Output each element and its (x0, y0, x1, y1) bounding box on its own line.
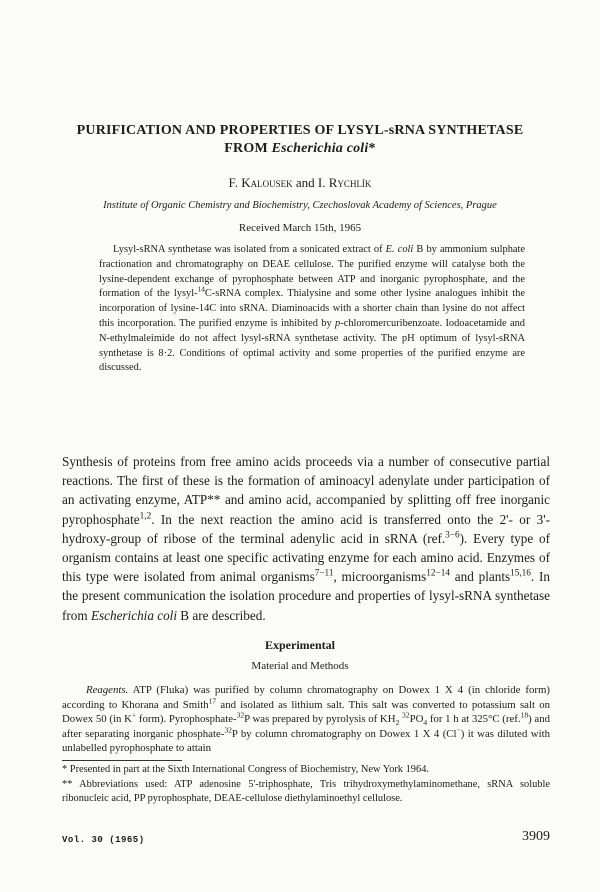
abstract-text-1: Lysyl-sRNA synthetase was isolated from a sonicated extract of (113, 244, 386, 255)
abstract-text-2: B by ammonium sulphate fractionation and chromatography on DEAE cellulose. The purified enzyme will catalyse both the lysine-dependent exchange of pyrophosphate between ATP and inorganic pyrophosphate, and the formation of the lysyl- (99, 244, 526, 300)
reagents-text-2: and isolated as lithium salt. This salt was converted to potassium salt on Dowex 50 (in K (62, 698, 551, 726)
intro-text-6: . In the present communication the isolation procedure and properties of lysyl-sRNA synthetase from (62, 569, 550, 623)
reagents-isotope-b: 32 (402, 710, 410, 720)
author-1-initial: F. (228, 175, 242, 190)
abstract (99, 243, 525, 376)
reagents-text-8: ) and after separating inorganic phosphate- (62, 713, 550, 740)
journal-volume: Vol. 30 (1965) (62, 835, 145, 845)
section-heading: Experimental (265, 638, 335, 652)
abstract-text-4: -chloromercuribenzoate. Iodoacetamide and N-ethylmaleimide do not affect lysyl-sRNA synthetase activity. The pH optimum of lysyl-sRNA synthetase is 8·2. Conditions of optimal activity and some properties of the purified enzyme are discussed. (99, 317, 525, 374)
ref-sup-2: 3−6 (445, 529, 460, 540)
abstract-organism: E. coli (385, 244, 414, 255)
reagents-sub-2: 2 (395, 718, 400, 728)
ref-sup-4: 12−14 (426, 567, 450, 578)
reagents-ref-1: 17 (208, 696, 217, 705)
page-number: 3909 (522, 829, 550, 844)
introduction-paragraph (62, 452, 550, 625)
intro-organism: Escherichia coli (90, 607, 177, 623)
abstract-text-3: C-sRNA complex. Thialysine and some other lysine analogues inhibit the incorporation of lysine-14C into sRNA. Diaminoacids with a shorter chain than lysine do not affect this incorporation. The purified enzyme is inhibited by (99, 288, 525, 329)
received-date: Received March 15th, 1965 (238, 222, 362, 234)
authors (40, 175, 560, 191)
intro-text-5: and plants (449, 569, 511, 585)
reagents-lead: Reagents. (86, 684, 129, 696)
author-2-initial: I. (317, 175, 329, 190)
reagents-text-7: for 1 h at 325°C (ref. (427, 713, 521, 726)
authors-conjunction: and (292, 175, 318, 190)
affiliation: Institute of Organic Chemistry and Biochemistry, Czechoslovak Academy of Sciences, Prague (103, 200, 497, 211)
reagents-text-3: form). Pyrophosphate- (136, 713, 237, 726)
reagents-charge-minus: − (456, 725, 461, 735)
reagents-text-9: P by column chromatography on Dowex 1 X 4 (Cl (231, 727, 457, 740)
ref-sup-3: 7−11 (314, 567, 334, 578)
reagents-paragraph (62, 683, 550, 756)
intro-text-7: B are described. (177, 607, 266, 623)
reagents-sub-4: 4 (423, 718, 428, 728)
footnote-2: ** Abbreviations used: ATP adenosine 5'-triphosphate, Tris trihydroxymethylaminomethane, sRNA soluble ribonucleic acid, PP pyrophosphate, DEAE-cellulose diethylaminoethyl cellulose. (62, 778, 550, 805)
footnote-divider (62, 760, 182, 761)
title-line-1: PURIFICATION AND PROPERTIES OF LYSYL-sRNA SYNTHETASE (76, 123, 524, 138)
title-line-2 (40, 140, 560, 158)
reagents-text-4: P was prepared by pyrolysis of KH (244, 713, 396, 726)
title-footnote-mark: * (368, 141, 376, 156)
intro-text-1: Synthesis of proteins from free amino acids proceeds via a number of consecutive partial reactions. The first of these is the formation of aminoacyl adenylate under participation of an activating enzyme, ATP** and amino acid, accompanied by splitting off free inorganic pyrophosphate (62, 454, 550, 527)
subsection-heading: Material and Methods (251, 660, 349, 672)
ref-sup-1: 1,2 (139, 510, 152, 521)
abstract-isotope-sup: 14 (197, 285, 205, 294)
intro-text-4: , microorganisms (333, 569, 427, 585)
article-title (40, 122, 560, 158)
title-organism: Escherichia coli (271, 141, 369, 156)
author-1-surname: Kalousek (241, 175, 293, 190)
abstract-para-prefix: p (335, 317, 341, 329)
intro-text-3: ). Every type of organism contains at least one specific activating enzyme for each amino acid. Enzymes of this type were isolated from animal organisms (62, 530, 550, 585)
reagents-isotope-a: 32 (236, 710, 245, 720)
footnotes (62, 763, 550, 807)
ref-sup-5: 15,16 (510, 567, 531, 578)
reagents-text-1: ATP (Fluka) was purified by column chromatography on Dowex 1 X 4 (in chloride form) according to Khorana and Smith (62, 684, 550, 711)
title-line-2-prefix: FROM (224, 141, 272, 156)
reagents-text-6: PO (409, 713, 424, 726)
reagents-text-10: ) it was diluted with unlabelled pyrophosphate to attain (62, 727, 550, 755)
footnote-1: * Presented in part at the Sixth International Congress of Biochemistry, New York 1964. (62, 764, 429, 775)
intro-text-2: . In the next reaction the amino acid is transferred onto the 2'- or 3'-hydroxy-group of ribose of the terminal adenylic acid in sRNA (ref. (62, 511, 550, 546)
author-2-surname: Rychlík (328, 175, 372, 190)
reagents-isotope-c: 32 (224, 725, 232, 735)
reagents-charge-plus: + (131, 710, 137, 720)
reagents-ref-2: 18 (520, 710, 529, 720)
